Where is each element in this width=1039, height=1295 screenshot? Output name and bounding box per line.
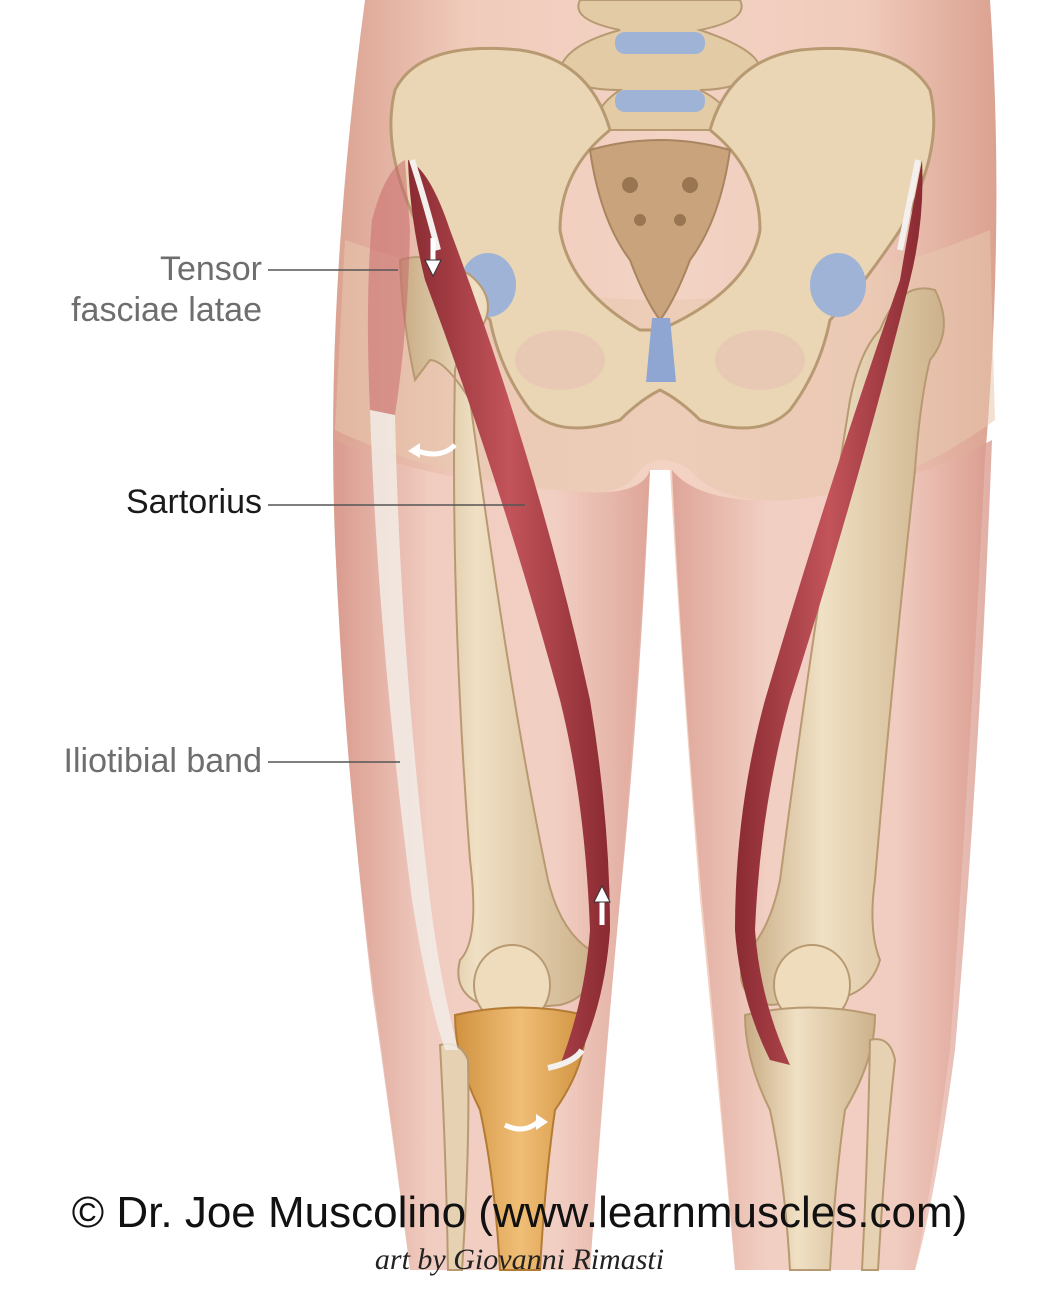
label-sartorius: Sartorius — [125, 483, 262, 521]
artist-credit: art by Giovanni Rimasti — [374, 1243, 665, 1276]
label-iliotibial-band: Iliotibial band — [63, 742, 262, 780]
copyright-notice: © Dr. Joe Muscolino (www.learnmuscles.com) — [71, 1188, 968, 1237]
label-tensor-fasciae-latae-line1: Tensor — [159, 250, 262, 288]
label-tensor-fasciae-latae-line2: fasciae latae — [71, 291, 262, 329]
